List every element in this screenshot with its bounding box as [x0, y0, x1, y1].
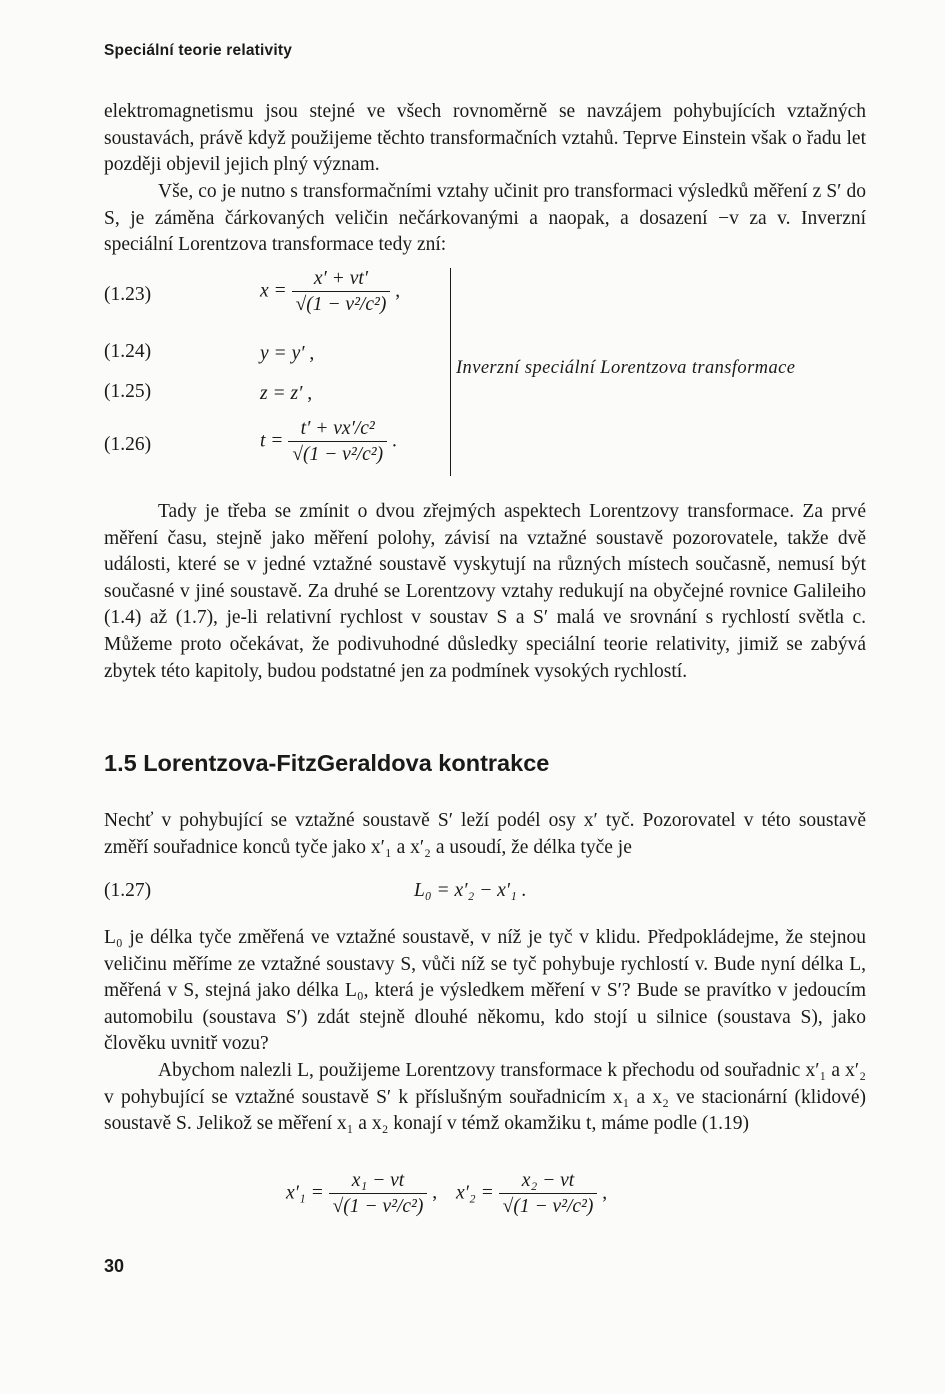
- equation-1-24: y = y′ ,: [260, 343, 315, 364]
- paragraph-2: Vše, co je nutno s transformačními vztahy učinit pro transformaci výsledků měření z S′ do S, je záměna čárkovaných veličin nečárkovanými a naopak, a dosazení −v za v. Inverzní speciální Lorentzova transformace tedy zní:: [104, 181, 866, 256]
- eq-final-denominator-2: √(1 − v²/c²): [502, 1196, 594, 1217]
- paragraph-3: Tady je třeba se zmínit o dvou zřejmých aspektech Lorentzovy transformace. Za prvé měření času, stejně jako měření polohy, závisí na vztažné soustavě pozorovatele, takže dvě události, které se v jedné vztažné soustavě vyskytují na různých místech současně, nemusí být současné v jiné soustavě. Za druhé se Lorentzovy vztahy redukují na obyčejné rovnice Galileiho (1.4) až (1.7), je-li relativní rychlost v soustav S a S′ malá ve srovnání s rychlostí světla c. Můžeme proto očekávat, že podivuhodné důsledky speciální teorie relativity, jimiž se zabývá zbytek této kapitoly, budou podstatné jen za podmínek vysokých rychlostí.: [104, 501, 866, 682]
- equation-1-23: [260, 268, 400, 316]
- eq-label-1-23: (1.23): [104, 284, 152, 305]
- eq-final-fraction-1: [329, 1170, 428, 1218]
- eq-final-lhs-1: x′₁ =: [286, 1182, 324, 1204]
- eq-label-1-27: (1.27): [104, 880, 152, 901]
- eq-label-1-25: (1.25): [104, 381, 152, 402]
- eq-final-fraction-2: [499, 1170, 598, 1218]
- eq-1-26-tail: .: [391, 430, 397, 452]
- equation-1-27: L₀ = x′₂ − x′₁ .: [414, 880, 527, 901]
- eq-1-26-lhs: t =: [260, 430, 284, 452]
- eq-final-lhs-2: x′₂ =: [456, 1182, 494, 1204]
- paragraph-6: Abychom nalezli L, použijeme Lorentzovy transformace k přechodu od souřadnic x′₁ a x′₂ v pohybující se vztažné soustavě S′ k příslušným souřadnicím x₁ a x₂ ve stacionární (klidové) soustavě S. Jelikož se měření x₁ a x₂ konají v témž okamžiku t, máme podle (1.19): [104, 1060, 866, 1135]
- right-brace: [442, 268, 451, 476]
- paragraph-4: Nechť v pohybující se vztažné soustavě S′ leží podél osy x′ tyč. Pozorovatel v této soustavě změří souřadnice konců tyče jako x′₁ a x′₂ a usoudí, že délka tyče je: [104, 810, 866, 858]
- eq-final-denominator-1: √(1 − v²/c²): [332, 1196, 424, 1217]
- eq-final-separator: ,: [432, 1182, 438, 1204]
- eq-1-23-fraction: [292, 268, 391, 316]
- eq-final-numerator-1: x₁ − vt: [329, 1170, 428, 1194]
- equation-1-26: [260, 418, 397, 466]
- equation-final: [286, 1170, 607, 1218]
- eq-1-26-fraction: [288, 418, 387, 466]
- brace-annotation: Inverzní speciální Lorentzova transformace: [456, 358, 796, 378]
- eq-1-23-tail: ,: [395, 280, 401, 302]
- section-title: 1.5 Lorentzova-FitzGeraldova kontrakce: [104, 750, 550, 776]
- paragraph-1: elektromagnetismu jsou stejné ve všech rovnoměrně se navzájem pohybujících vztažných soustavách, právě když použijeme těchto transformačních vztahů. Teprve Einstein však o řadu let později objevil jejich plný význam.: [104, 101, 866, 176]
- eq-1-23-numerator: x′ + vt′: [292, 268, 391, 292]
- running-head: Speciální teorie relativity: [104, 42, 293, 59]
- eq-1-26-numerator: t′ + vx′/c²: [288, 418, 387, 442]
- eq-label-1-24: (1.24): [104, 341, 152, 362]
- eq-1-23-denominator: √(1 − v²/c²): [295, 294, 387, 315]
- equation-1-25: z = z′ ,: [260, 383, 313, 404]
- eq-1-23-lhs: x =: [260, 280, 287, 302]
- eq-label-1-26: (1.26): [104, 434, 152, 455]
- eq-final-numerator-2: x₂ − vt: [499, 1170, 598, 1194]
- page-number: 30: [104, 1256, 125, 1276]
- paragraph-5: L₀ je délka tyče změřená ve vztažné soustavě, v níž je tyč v klidu. Předpokládejme, že stejnou veličinu měříme ze vztažné soustavy S, vůči níž se tyč pohybuje rychlostí v. Bude nyní délka L, měřená v S, stejná jako délka L₀, která je výsledkem měření v S′? Bude se pravítko v jedoucím automobilu (soustava S′) zdát stejně dlouhé někomu, kdo stojí u silnice (soustava S), jako člověku uvnitř vozu?: [104, 927, 866, 1055]
- eq-final-tail: ,: [602, 1182, 608, 1204]
- eq-1-26-denominator: √(1 − v²/c²): [292, 444, 384, 465]
